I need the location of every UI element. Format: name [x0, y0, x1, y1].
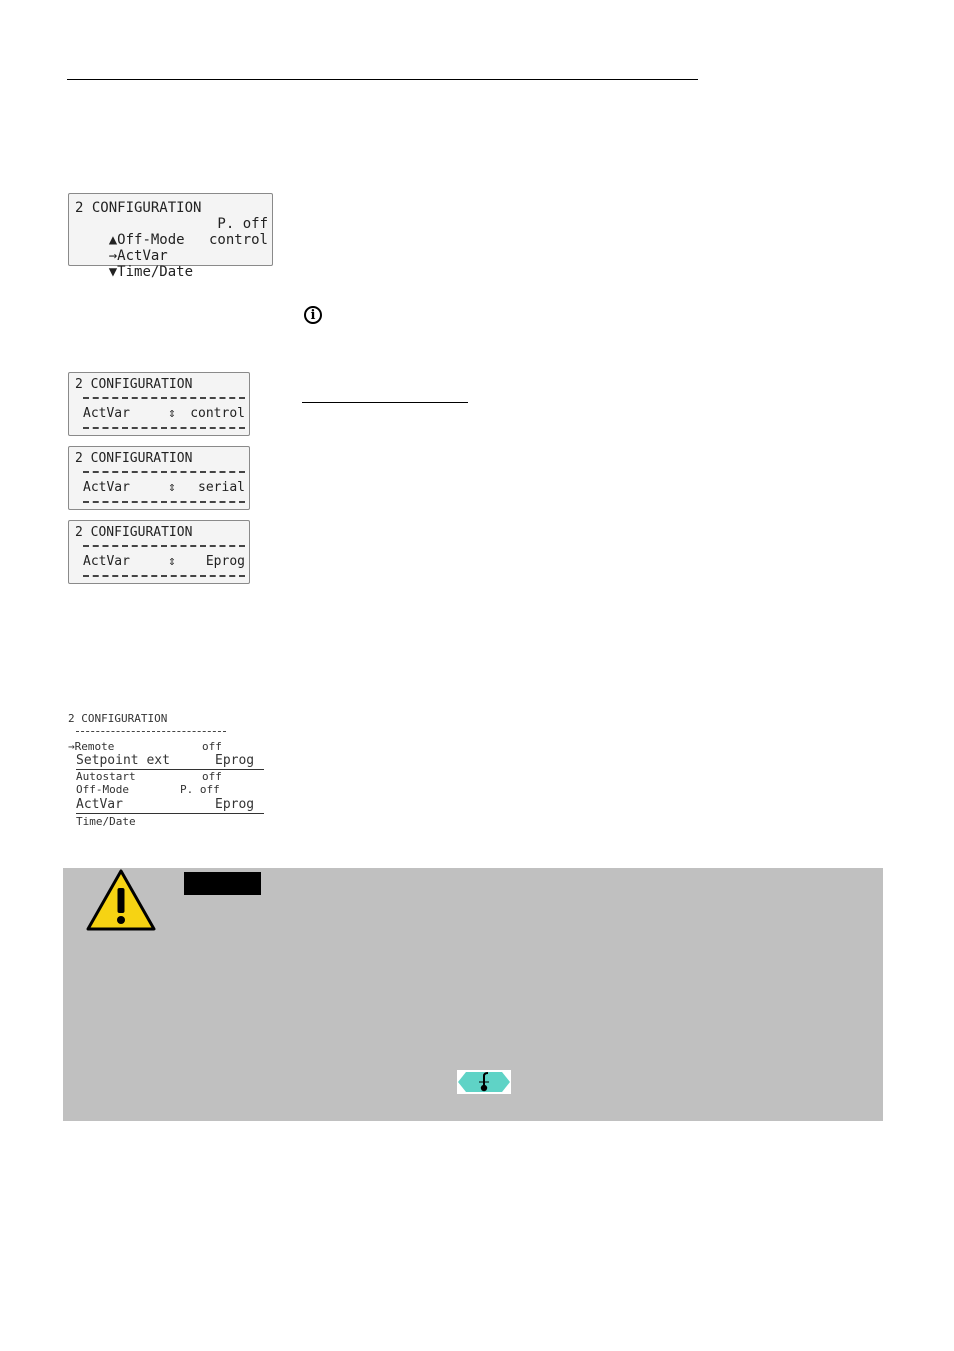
menu-item-underline [76, 813, 264, 814]
lcd-row-label: Time/Date [117, 264, 194, 280]
lcd-dashes [83, 427, 245, 429]
underline-link-placeholder [302, 402, 468, 403]
lcd-actvar-serial [68, 446, 250, 510]
signal-word-bar [184, 872, 261, 895]
warning-panel [63, 868, 883, 1121]
lcd-value: control [190, 406, 245, 421]
menu-item-value: off [202, 740, 222, 753]
lcd-row-label: Off-Mode [117, 232, 185, 248]
lcd-label: ActVar [83, 480, 130, 495]
up-down-arrows-icon: ⇕ [168, 406, 176, 421]
menu-item-time-date: Time/Date [76, 815, 136, 828]
lcd-title: 2 CONFIGURATION [75, 525, 193, 540]
lcd-value: Eprog [205, 554, 245, 569]
lcd-configuration-menu [68, 193, 273, 280]
menu-title: 2 CONFIGURATION [68, 712, 168, 725]
info-icon: i [304, 306, 322, 324]
menu-item-autostart: Autostart [76, 770, 136, 783]
lcd-dashes [83, 575, 245, 577]
lcd-row-value: control [208, 232, 268, 248]
lcd-title: 2 CONFIGURATION [75, 200, 202, 216]
menu-item-off-mode: Off-Mode [76, 783, 129, 796]
lcd-title: 2 CONFIGURATION [75, 451, 193, 466]
lcd-label: ActVar [83, 554, 130, 569]
lcd-actvar-eprog [68, 520, 250, 584]
menu-item-value: Eprog [215, 753, 255, 768]
lcd-dashes [83, 545, 245, 547]
lcd-label: ActVar [83, 406, 130, 421]
lcd-row-label: ActVar [117, 248, 168, 264]
up-down-arrows-icon: ⇕ [168, 554, 176, 569]
up-arrow-icon: ▲ [108, 232, 118, 248]
warning-triangle-icon [85, 868, 157, 932]
menu-item-actvar: ActVar [76, 797, 123, 812]
lcd-dashes [83, 397, 245, 399]
header-rule [67, 79, 698, 80]
lcd-row-value: P. off [217, 216, 268, 232]
menu-item-remote: →Remote [68, 740, 115, 753]
menu-item-setpoint-ext: Setpoint ext [76, 753, 170, 768]
menu-item-value: Eprog [215, 797, 255, 812]
menu-item-value: P. off [180, 783, 220, 796]
right-arrow-icon: → [108, 248, 118, 264]
lcd-row-time-date [75, 248, 268, 296]
lcd-value: serial [198, 480, 245, 495]
lcd-title: 2 CONFIGURATION [75, 377, 193, 392]
menu-item-value: off [202, 770, 222, 783]
up-down-arrows-icon: ⇕ [168, 480, 176, 495]
lcd-dashes [83, 471, 245, 473]
lcd-dashes [83, 501, 245, 503]
menu-dashes [76, 731, 226, 732]
thermometer-icon [457, 1070, 511, 1094]
down-arrow-icon: ▼ [108, 264, 118, 280]
lcd-actvar-control [68, 372, 250, 436]
